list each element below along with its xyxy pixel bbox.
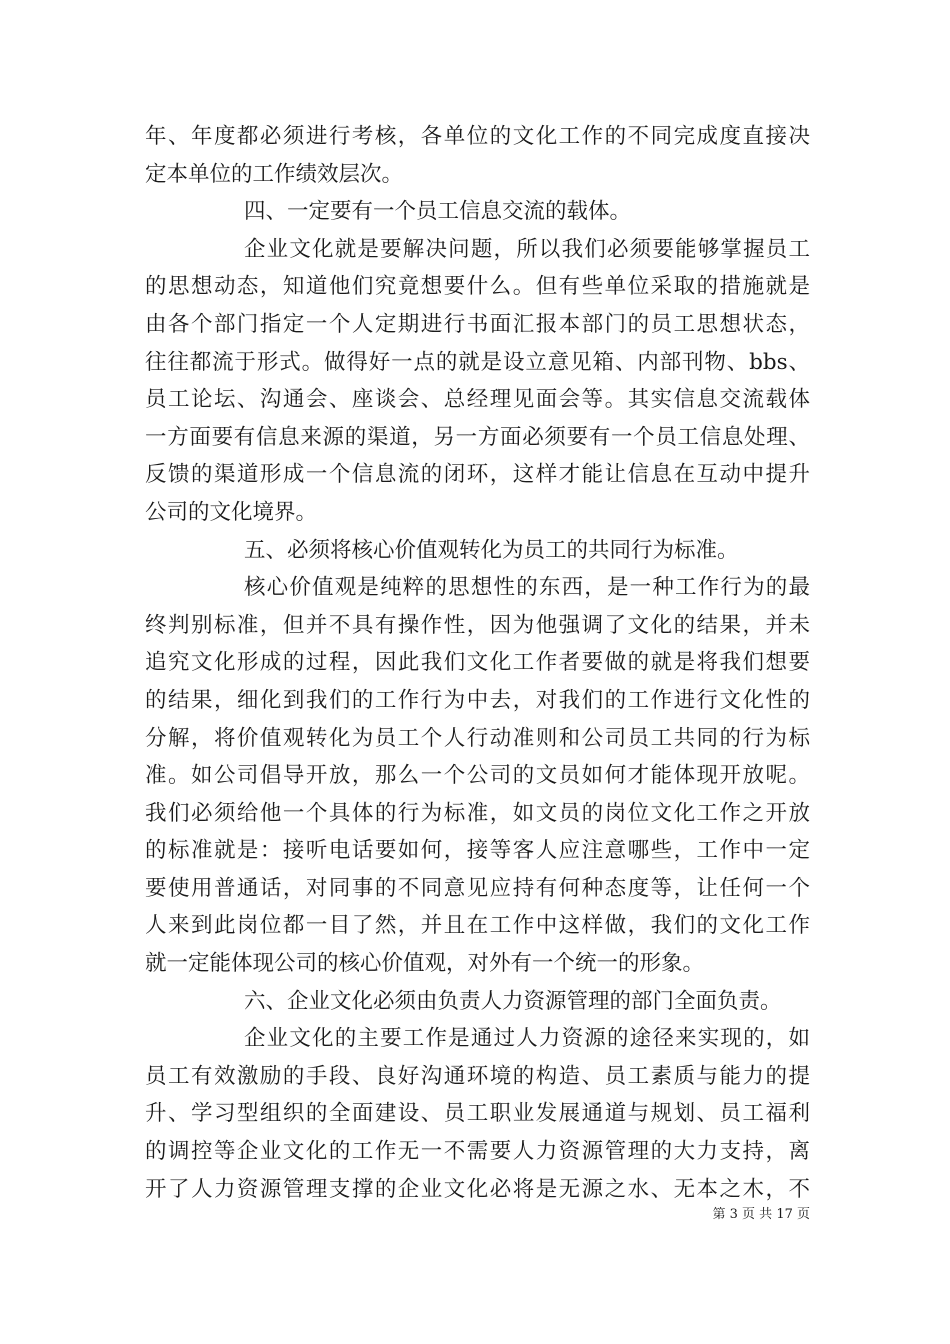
body-text [145, 118, 810, 1208]
text-line: 要使用普通话，对同事的不同意见应持有何种态度等，让任何一个 [145, 875, 810, 901]
paragraph-first-line: 企业文化的主要工作是通过人力资源的途径来实现的，如 [244, 1026, 810, 1052]
text-line: 分解，将价值观转化为员工个人行动准则和公司员工共同的行为标 [145, 725, 810, 751]
text-line: 由各个部门指定一个人定期进行书面汇报本部门的员工思想状态， [145, 311, 810, 337]
text-line: 人来到此岗位都一目了然，并且在工作中这样做，我们的文化工作 [145, 913, 810, 939]
text-line: 升、学习型组织的全面建设、员工职业发展通道与规划、员工福利 [145, 1101, 810, 1127]
text-line: 的思想动态，知道他们究竟想要什么。但有些单位采取的措施就是 [145, 274, 810, 300]
paragraph-first-line: 核心价值观是纯粹的思想性的东西，是一种工作行为的最 [244, 575, 810, 601]
text-line: 反馈的渠道形成一个信息流的闭环，这样才能让信息在互动中提升 [145, 462, 810, 488]
text-line: 我们必须给他一个具体的行为标准，如文员的岗位文化工作之开放 [145, 800, 810, 826]
text-line: 年、年度都必须进行考核，各单位的文化工作的不同完成度直接决 [145, 124, 810, 149]
text-line: 公司的文化境界。 [145, 499, 318, 525]
text-line: 员工有效激励的手段、良好沟通环境的构造、员工素质与能力的提 [145, 1063, 810, 1089]
text-line: 的结果，细化到我们的工作行为中去，对我们的工作进行文化性的 [145, 687, 810, 713]
text-line: 往往都流于形式。做得好一点的就是设立意见箱、内部刊物、bbs、 [145, 349, 810, 375]
text-line: 定本单位的工作绩效层次。 [145, 161, 404, 187]
text-line: 的调控等企业文化的工作无一不需要人力资源管理的大力支持，离 [145, 1139, 810, 1165]
text-line: 准。如公司倡导开放，那么一个公司的文员如何才能体现开放呢。 [145, 763, 810, 789]
paragraph-first-line: 五、必须将核心价值观转化为员工的共同行为标准。 [244, 537, 739, 563]
text-line: 就一定能体现公司的核心价值观，对外有一个统一的形象。 [145, 951, 705, 977]
text-line: 追究文化形成的过程，因此我们文化工作者要做的就是将我们想要 [145, 650, 810, 676]
paragraph-first-line: 四、一定要有一个员工信息交流的载体。 [244, 199, 632, 225]
text-line: 一方面要有信息来源的渠道，另一方面必须要有一个员工信息处理、 [145, 424, 810, 450]
text-line: 终判别标准，但并不具有操作性，因为他强调了文化的结果，并未 [145, 612, 810, 638]
page-number-footer: 第 3 页 共 17 页 [712, 1207, 810, 1222]
text-line: 员工论坛、沟通会、座谈会、总经理见面会等。其实信息交流载体 [145, 387, 810, 413]
paragraph-first-line: 企业文化就是要解决问题，所以我们必须要能够掌握员工 [244, 236, 810, 262]
paragraph-first-line: 六、企业文化必须由负责人力资源管理的部门全面负责。 [244, 988, 782, 1014]
text-line: 开了人力资源管理支撑的企业文化必将是无源之水、无本之木，不 [145, 1176, 810, 1202]
text-line: 的标准就是：接听电话要如何，接等客人应注意哪些，工作中一定 [145, 838, 810, 864]
